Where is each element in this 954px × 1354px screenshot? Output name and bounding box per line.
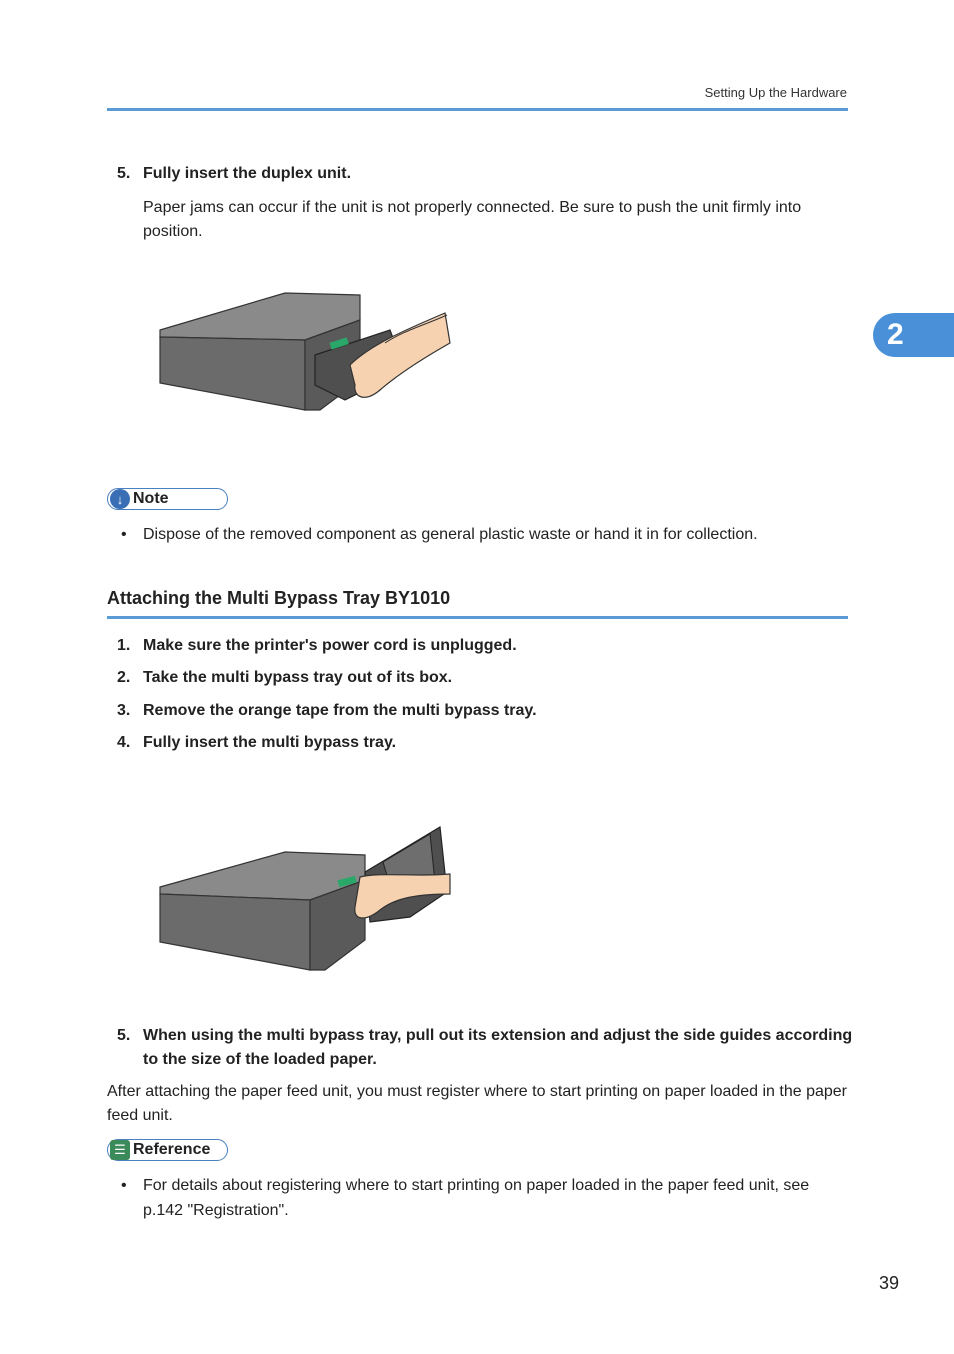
- step-number: 3.: [117, 702, 131, 719]
- step-description: Paper jams can occur if the unit is not properly connected. Be sure to push the unit firmly into position.: [143, 199, 802, 240]
- step-number: 5.: [117, 1027, 131, 1044]
- bullet-dot: •: [121, 526, 127, 543]
- after-attaching-text: After attaching the paper feed unit, you must register where to start printing on paper loaded in the paper feed unit.: [107, 1083, 848, 1124]
- step-bypass-extension: [117, 1024, 853, 1072]
- page-number: 39: [878, 1273, 899, 1293]
- reference-item-text[interactable]: For details about registering where to start printing on paper loaded in the paper feed unit, see p.142 "Registration".: [143, 1177, 810, 1219]
- note-label: Note: [133, 490, 169, 507]
- step-number: 4.: [117, 734, 131, 751]
- running-header: Setting Up the Hardware: [704, 85, 847, 100]
- step-number: 2.: [117, 669, 131, 686]
- header-rule: [107, 108, 848, 111]
- reference-item: [121, 1173, 843, 1223]
- step-number: 1.: [117, 637, 131, 654]
- chapter-number: 2: [887, 318, 904, 351]
- note-item-text: Dispose of the removed component as general plastic waste or hand it in for collection.: [143, 526, 758, 543]
- bypass-tray-illustration: [155, 822, 455, 977]
- document-icon: ☰: [110, 1140, 130, 1160]
- bullet-dot: •: [121, 1177, 127, 1194]
- step-text: Remove the orange tape from the multi bypass tray.: [143, 702, 537, 719]
- reference-badge: [107, 1139, 228, 1161]
- step-text: Fully insert the multi bypass tray.: [143, 734, 397, 751]
- chapter-tab: [873, 313, 954, 357]
- duplex-unit-illustration: [155, 285, 455, 420]
- reference-label: Reference: [133, 1141, 211, 1158]
- step-text: Take the multi bypass tray out of its box.: [143, 669, 453, 686]
- step-number: 5.: [117, 165, 131, 182]
- step-1: [117, 637, 517, 655]
- note-badge: [107, 488, 228, 510]
- step-text: Make sure the printer's power cord is unplugged.: [143, 637, 517, 654]
- section-title: Attaching the Multi Bypass Tray BY1010: [107, 588, 451, 608]
- section-rule: [107, 616, 848, 619]
- step-3: [117, 702, 537, 720]
- step-text: Fully insert the duplex unit.: [143, 165, 352, 182]
- step-4: [117, 734, 397, 752]
- step-2: [117, 669, 453, 687]
- note-item: [121, 522, 843, 547]
- step-duplex: [117, 165, 352, 183]
- down-arrow-icon: ↓: [110, 489, 130, 509]
- step-text: When using the multi bypass tray, pull out its extension and adjust the side guides according to the size of the loaded paper.: [143, 1027, 853, 1068]
